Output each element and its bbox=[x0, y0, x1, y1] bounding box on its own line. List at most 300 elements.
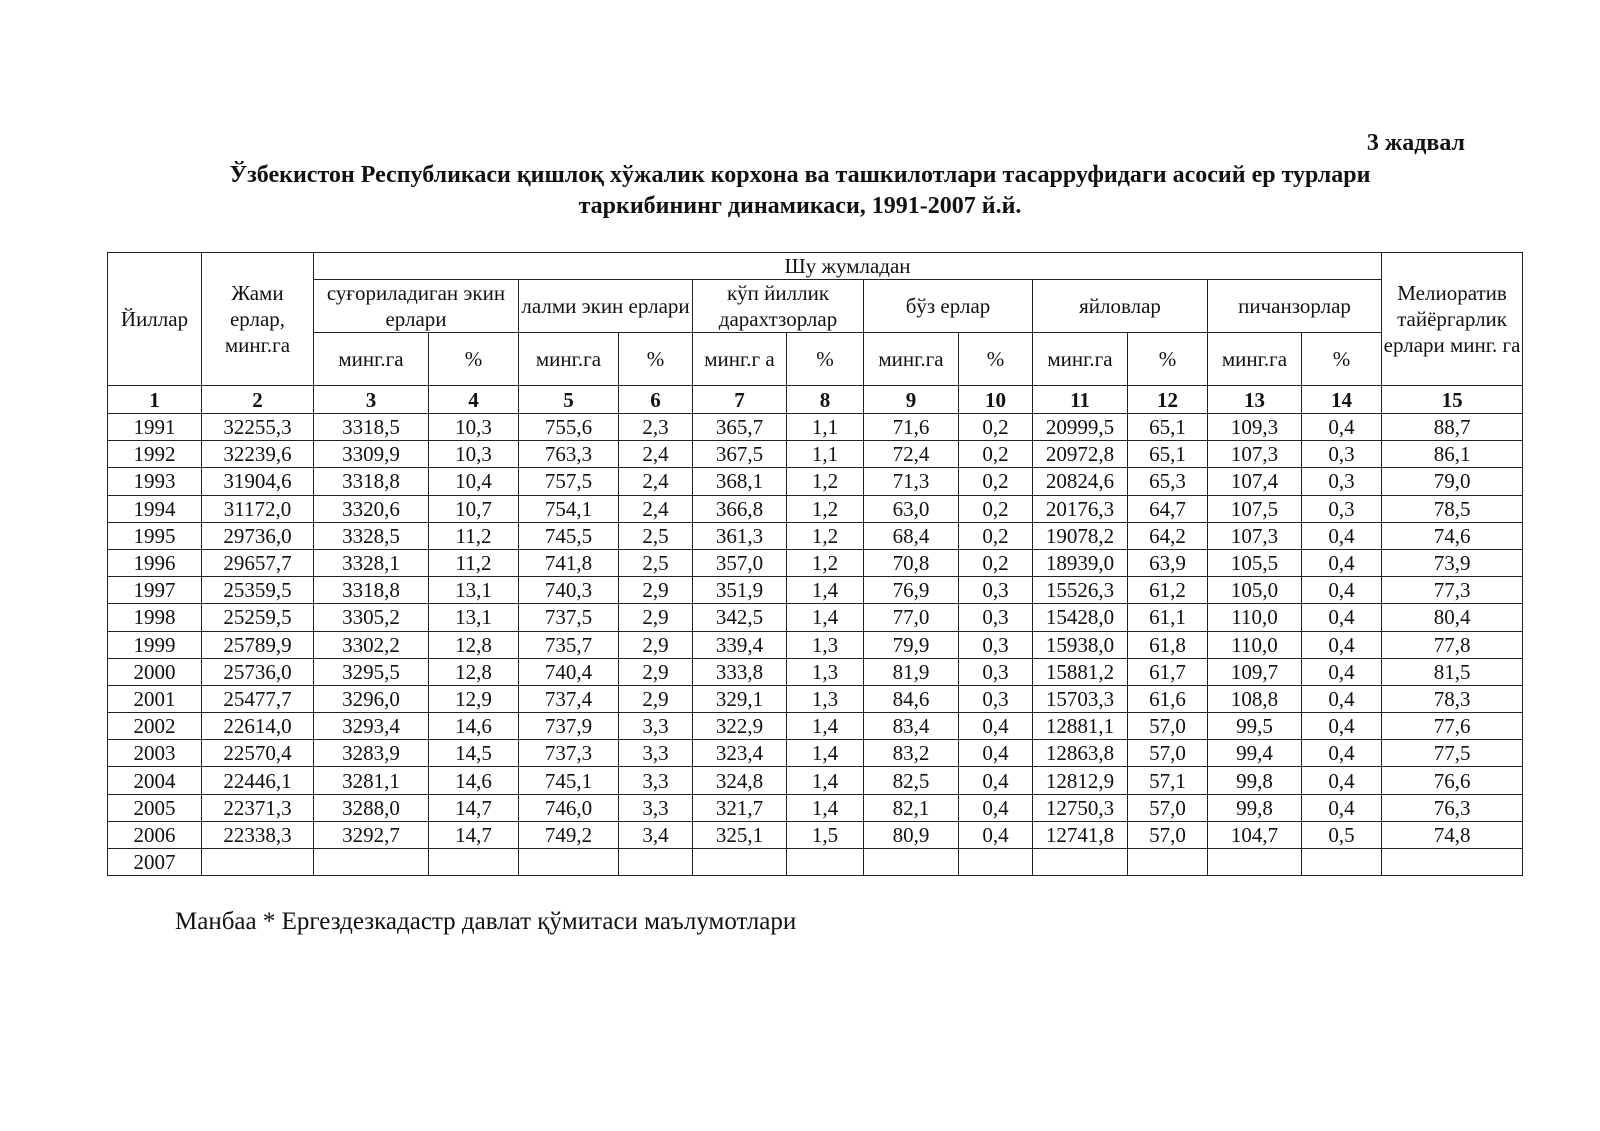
value-cell: 13,1 bbox=[429, 604, 519, 631]
value-cell bbox=[693, 849, 787, 876]
value-cell: 0,4 bbox=[1302, 631, 1382, 658]
value-cell: 0,4 bbox=[959, 767, 1033, 794]
subheader-cell: % bbox=[1302, 333, 1382, 386]
table-row bbox=[108, 740, 1523, 767]
table-row bbox=[108, 522, 1523, 549]
value-cell: 86,1 bbox=[1382, 441, 1523, 468]
year-cell: 2000 bbox=[108, 658, 202, 685]
value-cell: 82,5 bbox=[864, 767, 959, 794]
value-cell: 22446,1 bbox=[202, 767, 314, 794]
value-cell: 0,2 bbox=[959, 549, 1033, 576]
value-cell: 11,2 bbox=[429, 522, 519, 549]
subheader-cell: минг.га bbox=[314, 333, 429, 386]
value-cell: 0,2 bbox=[959, 441, 1033, 468]
value-cell: 108,8 bbox=[1208, 685, 1302, 712]
value-cell: 81,9 bbox=[864, 658, 959, 685]
column-number: 10 bbox=[959, 386, 1033, 414]
value-cell: 757,5 bbox=[519, 468, 619, 495]
land-types-table bbox=[107, 252, 1523, 876]
value-cell: 63,9 bbox=[1128, 549, 1208, 576]
value-cell: 3283,9 bbox=[314, 740, 429, 767]
value-cell: 15703,3 bbox=[1033, 685, 1128, 712]
column-number: 13 bbox=[1208, 386, 1302, 414]
value-cell: 31172,0 bbox=[202, 495, 314, 522]
header-reclamation: Мелиоратив тайёргарлик ерлари минг. га bbox=[1382, 253, 1523, 386]
subheader-cell: минг.г а bbox=[693, 333, 787, 386]
value-cell: 0,3 bbox=[1302, 468, 1382, 495]
value-cell: 80,4 bbox=[1382, 604, 1523, 631]
subheader-cell: минг.га bbox=[519, 333, 619, 386]
value-cell: 15428,0 bbox=[1033, 604, 1128, 631]
column-number: 5 bbox=[519, 386, 619, 414]
value-cell: 57,0 bbox=[1128, 713, 1208, 740]
value-cell: 737,4 bbox=[519, 685, 619, 712]
value-cell: 1,1 bbox=[787, 414, 864, 441]
table-row bbox=[108, 441, 1523, 468]
column-number: 12 bbox=[1128, 386, 1208, 414]
value-cell: 77,6 bbox=[1382, 713, 1523, 740]
value-cell: 78,3 bbox=[1382, 685, 1523, 712]
value-cell: 3309,9 bbox=[314, 441, 429, 468]
value-cell: 0,4 bbox=[1302, 685, 1382, 712]
value-cell: 77,5 bbox=[1382, 740, 1523, 767]
value-cell: 3318,5 bbox=[314, 414, 429, 441]
table-number: 3 жадвал bbox=[1366, 130, 1465, 156]
value-cell: 109,3 bbox=[1208, 414, 1302, 441]
value-cell: 3318,8 bbox=[314, 468, 429, 495]
year-cell: 1998 bbox=[108, 604, 202, 631]
value-cell: 3,3 bbox=[619, 713, 693, 740]
value-cell: 82,1 bbox=[864, 794, 959, 821]
column-number: 4 bbox=[429, 386, 519, 414]
value-cell: 13,1 bbox=[429, 577, 519, 604]
value-cell: 3320,6 bbox=[314, 495, 429, 522]
value-cell: 76,6 bbox=[1382, 767, 1523, 794]
header-years: Йиллар bbox=[108, 253, 202, 386]
value-cell: 1,3 bbox=[787, 631, 864, 658]
value-cell: 740,3 bbox=[519, 577, 619, 604]
value-cell: 25736,0 bbox=[202, 658, 314, 685]
header-perennial: кўп йиллик дарахтзорлар bbox=[693, 280, 864, 333]
value-cell: 746,0 bbox=[519, 794, 619, 821]
value-cell: 70,8 bbox=[864, 549, 959, 576]
value-cell: 110,0 bbox=[1208, 604, 1302, 631]
year-cell: 1997 bbox=[108, 577, 202, 604]
subheader-cell: % bbox=[959, 333, 1033, 386]
year-cell: 2001 bbox=[108, 685, 202, 712]
table-row bbox=[108, 604, 1523, 631]
value-cell: 1,2 bbox=[787, 495, 864, 522]
value-cell: 2,5 bbox=[619, 522, 693, 549]
value-cell: 342,5 bbox=[693, 604, 787, 631]
value-cell: 88,7 bbox=[1382, 414, 1523, 441]
value-cell: 77,3 bbox=[1382, 577, 1523, 604]
value-cell: 99,4 bbox=[1208, 740, 1302, 767]
value-cell: 0,4 bbox=[959, 794, 1033, 821]
value-cell: 745,1 bbox=[519, 767, 619, 794]
header-pastures: яйловлар bbox=[1033, 280, 1208, 333]
value-cell: 1,4 bbox=[787, 577, 864, 604]
header-hayfields: пичанзорлар bbox=[1208, 280, 1382, 333]
value-cell: 12741,8 bbox=[1033, 821, 1128, 848]
value-cell: 71,3 bbox=[864, 468, 959, 495]
value-cell: 322,9 bbox=[693, 713, 787, 740]
value-cell: 741,8 bbox=[519, 549, 619, 576]
value-cell: 0,3 bbox=[1302, 441, 1382, 468]
value-cell: 1,4 bbox=[787, 740, 864, 767]
value-cell: 2,4 bbox=[619, 495, 693, 522]
header-fallow: бўз ерлар bbox=[864, 280, 1033, 333]
value-cell: 57,0 bbox=[1128, 821, 1208, 848]
value-cell: 20999,5 bbox=[1033, 414, 1128, 441]
value-cell: 0,4 bbox=[1302, 740, 1382, 767]
value-cell: 3293,4 bbox=[314, 713, 429, 740]
value-cell: 12812,9 bbox=[1033, 767, 1128, 794]
value-cell: 65,1 bbox=[1128, 441, 1208, 468]
value-cell: 14,6 bbox=[429, 713, 519, 740]
table-row bbox=[108, 794, 1523, 821]
column-number: 14 bbox=[1302, 386, 1382, 414]
header-total-land: Жами ерлар, минг.га bbox=[202, 253, 314, 386]
value-cell: 0,4 bbox=[1302, 549, 1382, 576]
value-cell: 105,0 bbox=[1208, 577, 1302, 604]
column-number: 2 bbox=[202, 386, 314, 414]
value-cell: 22570,4 bbox=[202, 740, 314, 767]
value-cell: 20176,3 bbox=[1033, 495, 1128, 522]
value-cell bbox=[314, 849, 429, 876]
value-cell: 3302,2 bbox=[314, 631, 429, 658]
value-cell: 755,6 bbox=[519, 414, 619, 441]
value-cell bbox=[429, 849, 519, 876]
value-cell: 3,3 bbox=[619, 767, 693, 794]
value-cell: 65,1 bbox=[1128, 414, 1208, 441]
value-cell: 74,8 bbox=[1382, 821, 1523, 848]
value-cell bbox=[959, 849, 1033, 876]
value-cell: 737,3 bbox=[519, 740, 619, 767]
value-cell: 737,5 bbox=[519, 604, 619, 631]
value-cell: 0,4 bbox=[1302, 658, 1382, 685]
table-row bbox=[108, 821, 1523, 848]
table-row bbox=[108, 685, 1523, 712]
value-cell: 0,5 bbox=[1302, 821, 1382, 848]
value-cell: 99,8 bbox=[1208, 794, 1302, 821]
year-cell: 1995 bbox=[108, 522, 202, 549]
subheader-cell: минг.га bbox=[1033, 333, 1128, 386]
value-cell: 77,8 bbox=[1382, 631, 1523, 658]
value-cell: 3281,1 bbox=[314, 767, 429, 794]
value-cell: 1,2 bbox=[787, 522, 864, 549]
value-cell: 22371,3 bbox=[202, 794, 314, 821]
value-cell: 22614,0 bbox=[202, 713, 314, 740]
value-cell: 79,0 bbox=[1382, 468, 1523, 495]
value-cell: 740,4 bbox=[519, 658, 619, 685]
value-cell: 0,3 bbox=[959, 631, 1033, 658]
value-cell: 367,5 bbox=[693, 441, 787, 468]
value-cell: 0,2 bbox=[959, 468, 1033, 495]
value-cell: 10,3 bbox=[429, 441, 519, 468]
value-cell bbox=[1382, 849, 1523, 876]
value-cell: 12,8 bbox=[429, 658, 519, 685]
value-cell: 325,1 bbox=[693, 821, 787, 848]
table-title-line-2: таркибининг динамикаси, 1991-2007 й.й. bbox=[578, 193, 1022, 219]
value-cell: 10,3 bbox=[429, 414, 519, 441]
value-cell: 14,7 bbox=[429, 794, 519, 821]
value-cell: 107,4 bbox=[1208, 468, 1302, 495]
subheader-cell: % bbox=[619, 333, 693, 386]
value-cell: 1,5 bbox=[787, 821, 864, 848]
value-cell: 57,0 bbox=[1128, 794, 1208, 821]
value-cell: 32255,3 bbox=[202, 414, 314, 441]
table-row bbox=[108, 713, 1523, 740]
value-cell: 29736,0 bbox=[202, 522, 314, 549]
value-cell: 61,8 bbox=[1128, 631, 1208, 658]
value-cell: 99,5 bbox=[1208, 713, 1302, 740]
value-cell: 0,4 bbox=[1302, 794, 1382, 821]
value-cell: 0,4 bbox=[1302, 604, 1382, 631]
subheader-cell: % bbox=[787, 333, 864, 386]
value-cell: 79,9 bbox=[864, 631, 959, 658]
value-cell: 14,5 bbox=[429, 740, 519, 767]
value-cell: 3,4 bbox=[619, 821, 693, 848]
value-cell: 0,4 bbox=[1302, 414, 1382, 441]
value-cell: 0,4 bbox=[1302, 577, 1382, 604]
value-cell: 351,9 bbox=[693, 577, 787, 604]
year-cell: 2005 bbox=[108, 794, 202, 821]
value-cell: 71,6 bbox=[864, 414, 959, 441]
value-cell: 0,4 bbox=[959, 821, 1033, 848]
value-cell: 104,7 bbox=[1208, 821, 1302, 848]
value-cell: 2,3 bbox=[619, 414, 693, 441]
value-cell: 1,4 bbox=[787, 713, 864, 740]
table-row bbox=[108, 549, 1523, 576]
value-cell: 12863,8 bbox=[1033, 740, 1128, 767]
value-cell: 366,8 bbox=[693, 495, 787, 522]
value-cell: 57,0 bbox=[1128, 740, 1208, 767]
subheader-cell: минг.га bbox=[864, 333, 959, 386]
value-cell: 110,0 bbox=[1208, 631, 1302, 658]
value-cell: 0,2 bbox=[959, 495, 1033, 522]
value-cell: 107,5 bbox=[1208, 495, 1302, 522]
year-cell: 2003 bbox=[108, 740, 202, 767]
value-cell: 25359,5 bbox=[202, 577, 314, 604]
year-cell: 1991 bbox=[108, 414, 202, 441]
value-cell: 1,2 bbox=[787, 468, 864, 495]
year-cell: 2007 bbox=[108, 849, 202, 876]
year-cell: 1999 bbox=[108, 631, 202, 658]
value-cell: 0,3 bbox=[959, 658, 1033, 685]
value-cell: 3,3 bbox=[619, 794, 693, 821]
value-cell: 0,2 bbox=[959, 414, 1033, 441]
table-row bbox=[108, 468, 1523, 495]
value-cell: 735,7 bbox=[519, 631, 619, 658]
year-cell: 2006 bbox=[108, 821, 202, 848]
value-cell bbox=[619, 849, 693, 876]
column-number: 7 bbox=[693, 386, 787, 414]
value-cell: 365,7 bbox=[693, 414, 787, 441]
value-cell: 78,5 bbox=[1382, 495, 1523, 522]
value-cell: 107,3 bbox=[1208, 441, 1302, 468]
value-cell bbox=[1302, 849, 1382, 876]
source-note: Манбаа * Ергездезкадастр давлат қўмитаси маълумотлари bbox=[175, 908, 797, 935]
column-number: 1 bbox=[108, 386, 202, 414]
value-cell: 84,6 bbox=[864, 685, 959, 712]
value-cell: 20824,6 bbox=[1033, 468, 1128, 495]
value-cell: 14,7 bbox=[429, 821, 519, 848]
value-cell: 1,3 bbox=[787, 658, 864, 685]
value-cell: 3292,7 bbox=[314, 821, 429, 848]
value-cell: 329,1 bbox=[693, 685, 787, 712]
value-cell: 3296,0 bbox=[314, 685, 429, 712]
value-cell: 1,4 bbox=[787, 794, 864, 821]
subheader-cell: минг.га bbox=[1208, 333, 1302, 386]
value-cell: 3288,0 bbox=[314, 794, 429, 821]
year-cell: 2004 bbox=[108, 767, 202, 794]
value-cell: 99,8 bbox=[1208, 767, 1302, 794]
value-cell: 361,3 bbox=[693, 522, 787, 549]
value-cell: 12,8 bbox=[429, 631, 519, 658]
value-cell: 737,9 bbox=[519, 713, 619, 740]
value-cell: 745,5 bbox=[519, 522, 619, 549]
value-cell bbox=[519, 849, 619, 876]
value-cell: 72,4 bbox=[864, 441, 959, 468]
value-cell bbox=[864, 849, 959, 876]
value-cell: 0,3 bbox=[959, 577, 1033, 604]
value-cell: 0,4 bbox=[1302, 522, 1382, 549]
table-title bbox=[110, 160, 1490, 222]
value-cell: 18939,0 bbox=[1033, 549, 1128, 576]
header-irrigated: суғориладиган экин ерлари bbox=[314, 280, 519, 333]
value-cell bbox=[1208, 849, 1302, 876]
value-cell: 2,4 bbox=[619, 468, 693, 495]
column-number: 3 bbox=[314, 386, 429, 414]
value-cell: 105,5 bbox=[1208, 549, 1302, 576]
table-row bbox=[108, 414, 1523, 441]
table-row bbox=[108, 631, 1523, 658]
year-cell: 1994 bbox=[108, 495, 202, 522]
value-cell: 25789,9 bbox=[202, 631, 314, 658]
column-number: 9 bbox=[864, 386, 959, 414]
value-cell: 357,0 bbox=[693, 549, 787, 576]
value-cell: 20972,8 bbox=[1033, 441, 1128, 468]
table-row bbox=[108, 495, 1523, 522]
value-cell: 2,9 bbox=[619, 685, 693, 712]
value-cell: 749,2 bbox=[519, 821, 619, 848]
value-cell: 10,4 bbox=[429, 468, 519, 495]
value-cell: 763,3 bbox=[519, 441, 619, 468]
value-cell: 1,1 bbox=[787, 441, 864, 468]
value-cell: 2,9 bbox=[619, 604, 693, 631]
table-row bbox=[108, 577, 1523, 604]
value-cell: 2,4 bbox=[619, 441, 693, 468]
value-cell bbox=[202, 849, 314, 876]
value-cell: 61,2 bbox=[1128, 577, 1208, 604]
value-cell: 68,4 bbox=[864, 522, 959, 549]
subheader-cell: % bbox=[429, 333, 519, 386]
value-cell: 12,9 bbox=[429, 685, 519, 712]
value-cell: 0,3 bbox=[959, 685, 1033, 712]
value-cell: 14,6 bbox=[429, 767, 519, 794]
value-cell: 29657,7 bbox=[202, 549, 314, 576]
value-cell: 32239,6 bbox=[202, 441, 314, 468]
value-cell: 74,6 bbox=[1382, 522, 1523, 549]
value-cell: 15526,3 bbox=[1033, 577, 1128, 604]
value-cell: 11,2 bbox=[429, 549, 519, 576]
column-number: 8 bbox=[787, 386, 864, 414]
value-cell: 61,6 bbox=[1128, 685, 1208, 712]
value-cell: 0,4 bbox=[959, 740, 1033, 767]
value-cell: 2,9 bbox=[619, 658, 693, 685]
value-cell: 61,7 bbox=[1128, 658, 1208, 685]
value-cell: 0,3 bbox=[959, 604, 1033, 631]
column-number: 11 bbox=[1033, 386, 1128, 414]
value-cell: 109,7 bbox=[1208, 658, 1302, 685]
column-number: 15 bbox=[1382, 386, 1523, 414]
value-cell: 321,7 bbox=[693, 794, 787, 821]
value-cell: 64,2 bbox=[1128, 522, 1208, 549]
value-cell: 25477,7 bbox=[202, 685, 314, 712]
value-cell: 81,5 bbox=[1382, 658, 1523, 685]
value-cell: 63,0 bbox=[864, 495, 959, 522]
value-cell: 77,0 bbox=[864, 604, 959, 631]
header-rainfed: лалми экин ерлари bbox=[519, 280, 693, 333]
value-cell: 83,2 bbox=[864, 740, 959, 767]
value-cell: 0,2 bbox=[959, 522, 1033, 549]
value-cell: 2,9 bbox=[619, 631, 693, 658]
value-cell: 333,8 bbox=[693, 658, 787, 685]
value-cell: 15881,2 bbox=[1033, 658, 1128, 685]
year-cell: 1992 bbox=[108, 441, 202, 468]
value-cell: 0,4 bbox=[1302, 713, 1382, 740]
value-cell: 83,4 bbox=[864, 713, 959, 740]
value-cell: 1,4 bbox=[787, 604, 864, 631]
value-cell: 76,3 bbox=[1382, 794, 1523, 821]
value-cell: 107,3 bbox=[1208, 522, 1302, 549]
table-row bbox=[108, 849, 1523, 876]
value-cell: 3328,5 bbox=[314, 522, 429, 549]
value-cell: 57,1 bbox=[1128, 767, 1208, 794]
value-cell: 12881,1 bbox=[1033, 713, 1128, 740]
value-cell: 12750,3 bbox=[1033, 794, 1128, 821]
value-cell: 3,3 bbox=[619, 740, 693, 767]
table-title-line-1: Ўзбекистон Республикаси қишлоқ хўжалик корхона ва ташкилотлари тасарруфидаги асосий ер турлари bbox=[229, 162, 1371, 188]
value-cell: 65,3 bbox=[1128, 468, 1208, 495]
value-cell: 0,4 bbox=[959, 713, 1033, 740]
value-cell: 22338,3 bbox=[202, 821, 314, 848]
value-cell bbox=[1128, 849, 1208, 876]
value-cell: 19078,2 bbox=[1033, 522, 1128, 549]
value-cell: 61,1 bbox=[1128, 604, 1208, 631]
value-cell: 754,1 bbox=[519, 495, 619, 522]
value-cell: 2,5 bbox=[619, 549, 693, 576]
value-cell: 10,7 bbox=[429, 495, 519, 522]
value-cell: 0,3 bbox=[1302, 495, 1382, 522]
value-cell: 3328,1 bbox=[314, 549, 429, 576]
value-cell: 64,7 bbox=[1128, 495, 1208, 522]
header-including: Шу жумладан bbox=[314, 253, 1382, 280]
value-cell: 73,9 bbox=[1382, 549, 1523, 576]
table-row bbox=[108, 658, 1523, 685]
table-row bbox=[108, 767, 1523, 794]
value-cell: 1,2 bbox=[787, 549, 864, 576]
value-cell bbox=[1033, 849, 1128, 876]
year-cell: 1993 bbox=[108, 468, 202, 495]
value-cell: 15938,0 bbox=[1033, 631, 1128, 658]
year-cell: 1996 bbox=[108, 549, 202, 576]
year-cell: 2002 bbox=[108, 713, 202, 740]
value-cell: 2,9 bbox=[619, 577, 693, 604]
value-cell: 1,4 bbox=[787, 767, 864, 794]
value-cell: 31904,6 bbox=[202, 468, 314, 495]
